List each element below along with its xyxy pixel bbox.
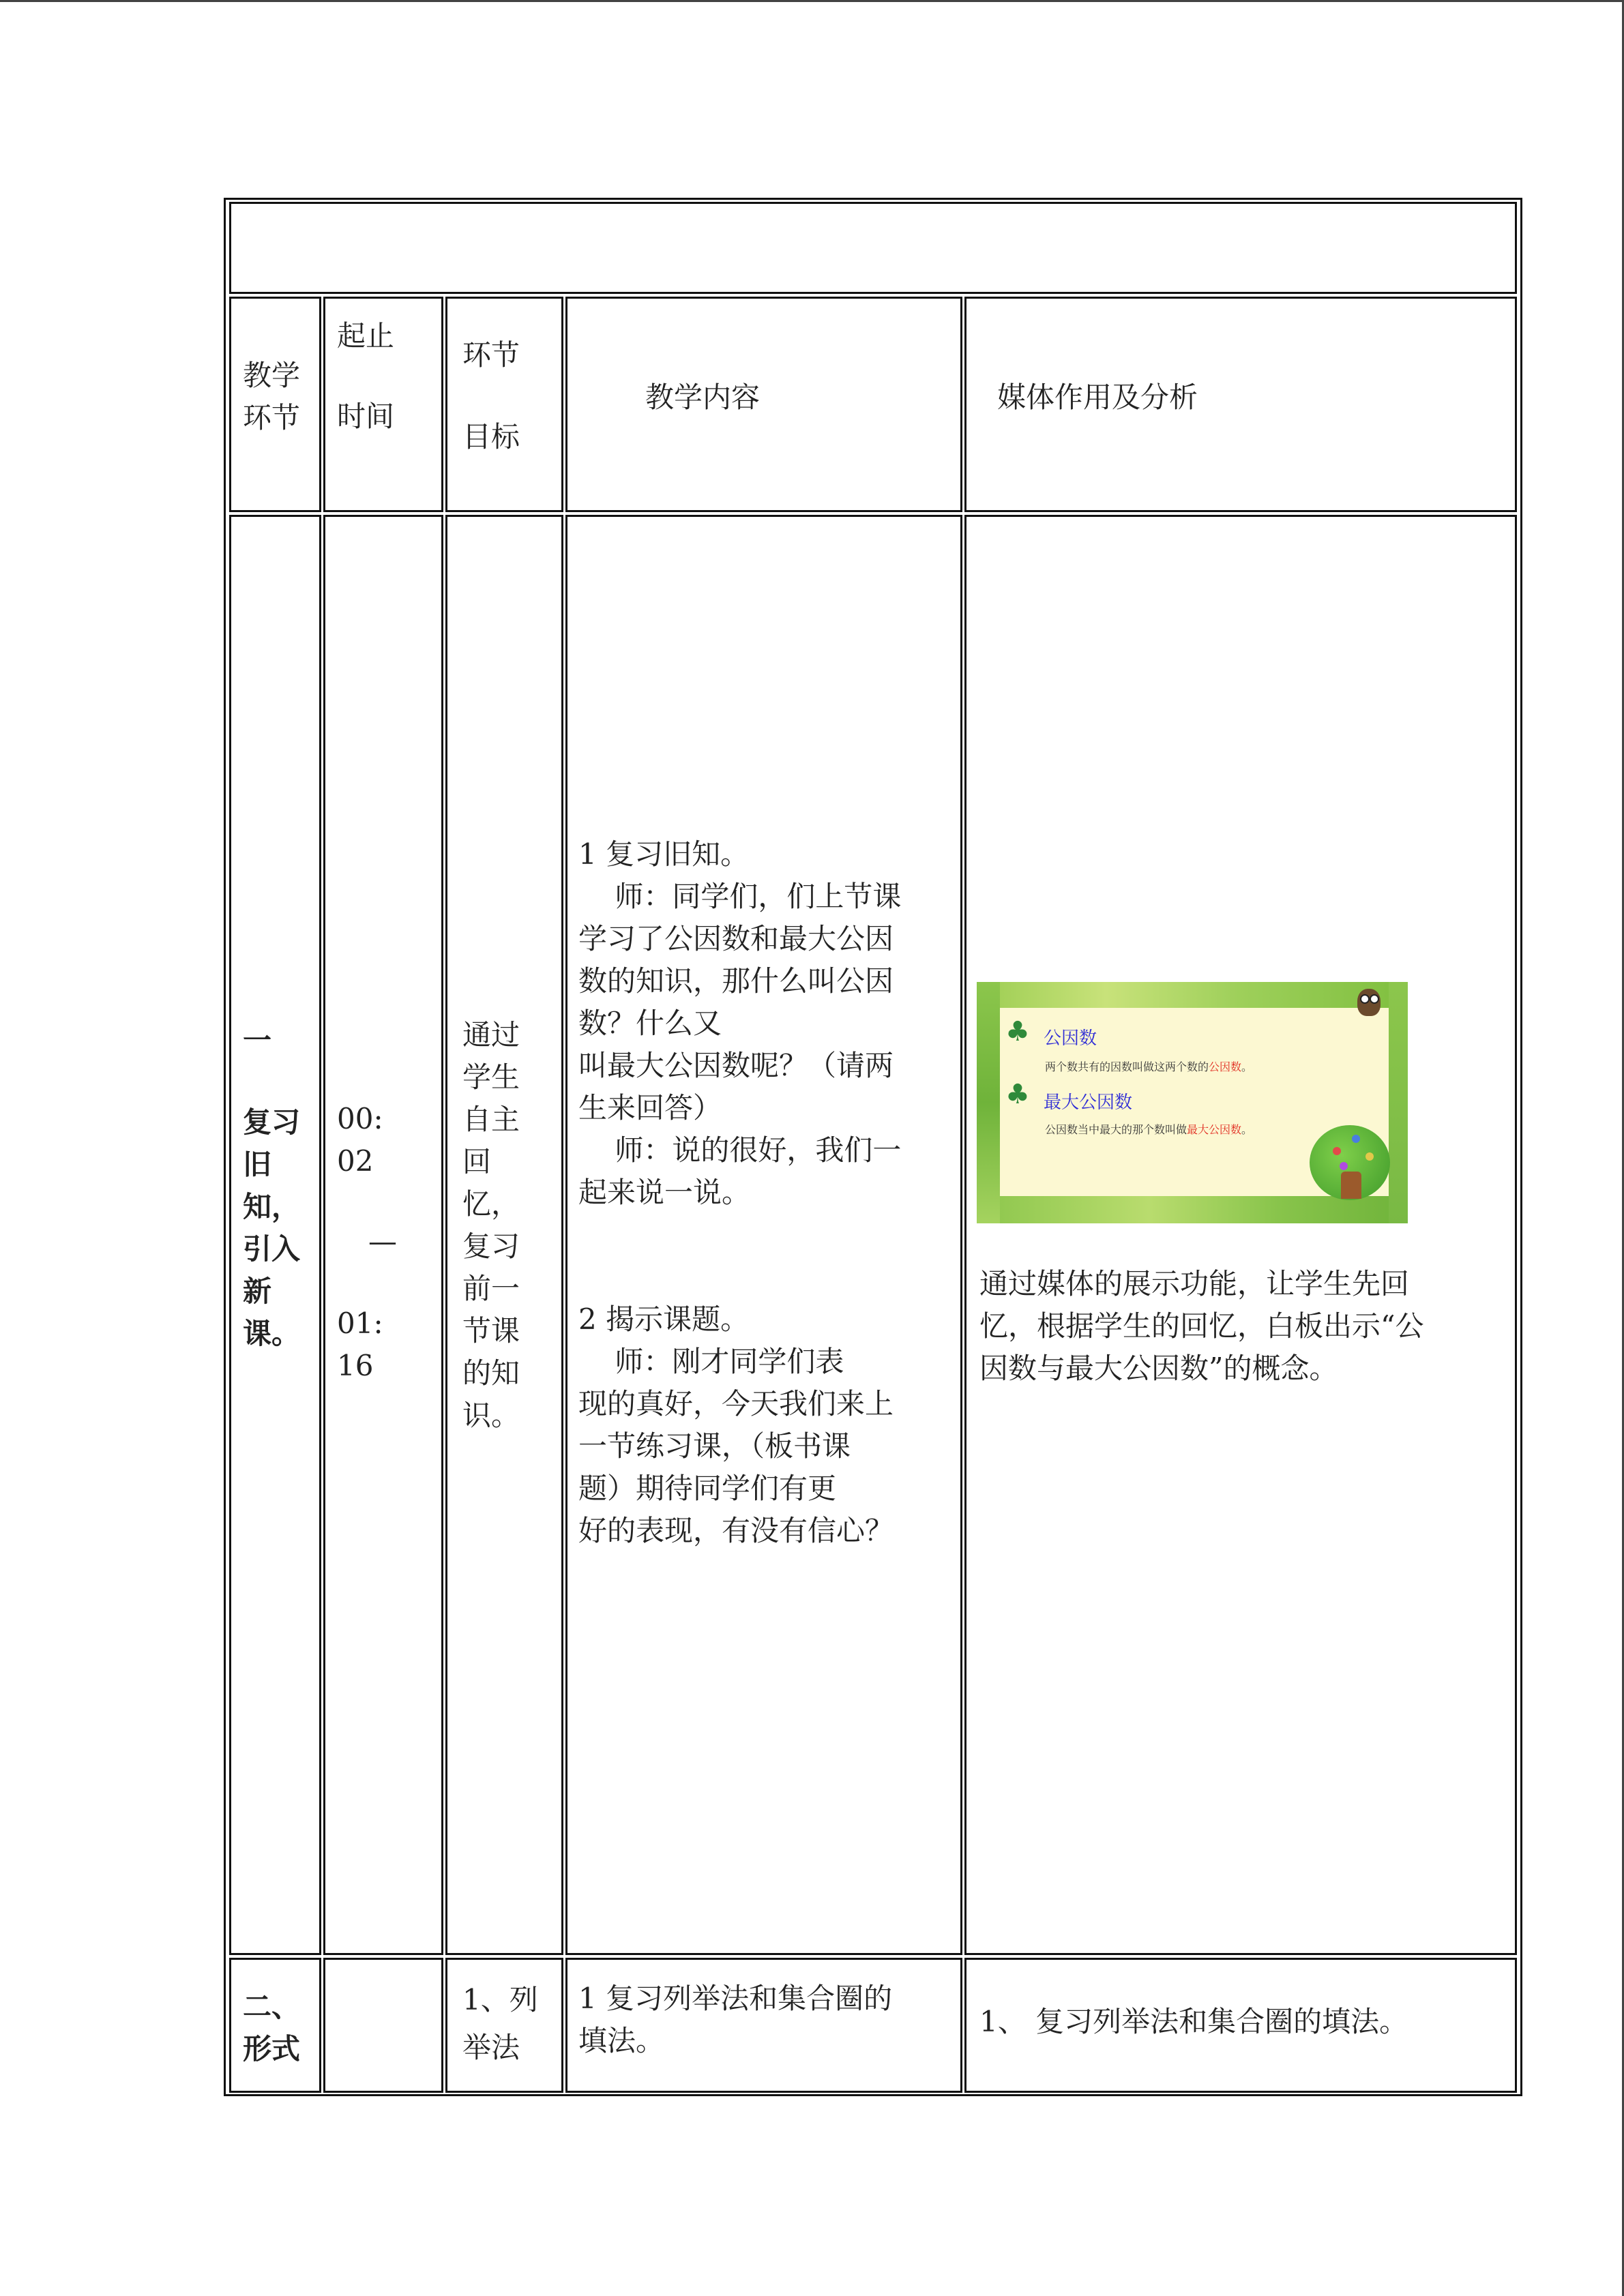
row1-time-start-min: 02	[337, 1144, 374, 1178]
row1-content-line: 师：说的很好，我们一	[578, 1133, 902, 1167]
row2-goal-line: 1、列	[462, 1983, 538, 2016]
header-stage-line1: 教学	[243, 359, 301, 392]
row2-goal-line: 举法	[462, 2031, 520, 2064]
row1-time-start-hour: 00:	[337, 1102, 383, 1135]
row1-stage-line: 课。	[243, 1317, 301, 1350]
slide-frame-bottom	[977, 1196, 1408, 1223]
maple-leaf-icon: ♣	[1005, 1016, 1030, 1047]
row2-stage-line: 二、	[243, 1990, 301, 2023]
row1-stage-line: 一	[243, 1024, 272, 1057]
row1-content-line: 现的真好，今天我们来上	[578, 1387, 894, 1420]
row1-content-line: 数的知识，那什么叫公因	[578, 964, 894, 998]
row2-time-cell	[323, 1958, 443, 2093]
row1-media-text-line: 因数与最大公因数”的概念。	[979, 1352, 1338, 1385]
slide-frame-left	[977, 982, 1000, 1223]
header-time-line1: 起止	[337, 319, 395, 353]
row1-goal-line: 自主	[462, 1103, 520, 1136]
owl-icon	[1357, 989, 1381, 1016]
header-stage-line2: 环节	[243, 401, 301, 434]
maple-leaf-icon: ♣	[1005, 1079, 1030, 1110]
courseware-slide-image	[977, 982, 1408, 1223]
header-media: 媒体作用及分析	[997, 381, 1198, 414]
header-content: 教学内容	[645, 381, 761, 414]
slide-term-hcf: 最大公因数	[1044, 1092, 1133, 1113]
row1-goal-line: 学生	[462, 1060, 520, 1094]
row1-content-line: 数？什么又	[578, 1007, 722, 1040]
header-time-line2: 时间	[337, 400, 395, 433]
row1-stage-line: 新	[243, 1274, 272, 1308]
row2-stage-line: 形式	[243, 2032, 301, 2066]
row1-content-line: 2 揭示课题。	[578, 1302, 750, 1336]
row1-content-line: 好的表现，有没有信心？	[578, 1514, 894, 1547]
row1-goal-line: 节课	[462, 1314, 520, 1347]
row1-goal-line: 的知	[462, 1356, 520, 1390]
row1-goal-line: 忆，	[462, 1187, 520, 1221]
row1-content-line: 1 复习旧知。	[578, 837, 750, 871]
slide-frame-top	[977, 982, 1408, 1008]
row1-content-line: 师：刚才同学们表	[578, 1345, 844, 1378]
row1-media-cell	[964, 515, 1517, 1955]
row1-content-line: 一节练习课，（板书课	[578, 1429, 851, 1463]
row1-content-line: 学习了公因数和最大公因	[578, 922, 894, 955]
row1-stage-line: 旧	[243, 1148, 272, 1181]
table-title-row	[229, 202, 1517, 294]
row2-goal-cell	[445, 1958, 563, 2093]
row1-stage-line: 引入	[243, 1232, 301, 1266]
row1-goal-line: 识。	[462, 1399, 520, 1432]
row1-time-dash: —	[368, 1225, 397, 1258]
row1-goal-line: 回	[462, 1145, 492, 1178]
row1-content-line: 题）期待同学们有更	[578, 1472, 837, 1505]
slide-term-gcf: 公因数	[1044, 1028, 1097, 1049]
row2-content-line: 填法。	[578, 2024, 665, 2057]
row2-media-text: 1、 复习列举法和集合圈的填法。	[979, 2005, 1408, 2038]
header-goal-line2: 目标	[462, 420, 520, 453]
row1-content-line: 师：同学们，们上节课	[578, 880, 902, 913]
tree-trunk	[1341, 1172, 1361, 1199]
row1-content-line: 叫最大公因数呢？（请两	[578, 1049, 894, 1082]
row1-stage-line: 复习	[243, 1105, 301, 1139]
header-cell-content	[565, 297, 962, 512]
row1-stage-line: 知，	[243, 1190, 301, 1223]
header-goal-line1: 环节	[462, 338, 520, 372]
row1-content-line: 生来回答）	[578, 1091, 722, 1124]
page-top-border	[0, 0, 1624, 2]
slide-def-gcf: 两个数共有的因数叫做这两个数的公因数。	[1045, 1060, 1253, 1073]
row1-time-end-hour: 01:	[337, 1307, 383, 1340]
slide-frame-right	[1389, 982, 1408, 1223]
row2-content-line: 1 复习列举法和集合圈的	[578, 1982, 893, 2015]
row1-media-text-line: 忆，根据学生的回忆，白板出示“公	[979, 1309, 1424, 1343]
header-cell-goal	[445, 297, 563, 512]
row1-content-cell	[565, 515, 962, 1955]
slide-def-hcf: 公因数当中最大的那个数叫做最大公因数。	[1045, 1123, 1253, 1136]
row1-time-end-min: 16	[337, 1349, 374, 1382]
row1-content-line: 起来说一说。	[578, 1176, 751, 1209]
row1-goal-line: 通过	[462, 1018, 520, 1052]
row1-media-text-line: 通过媒体的展示功能，让学生先回	[979, 1267, 1410, 1300]
row1-goal-line: 复习	[462, 1229, 520, 1263]
row1-goal-line: 前一	[462, 1272, 520, 1305]
